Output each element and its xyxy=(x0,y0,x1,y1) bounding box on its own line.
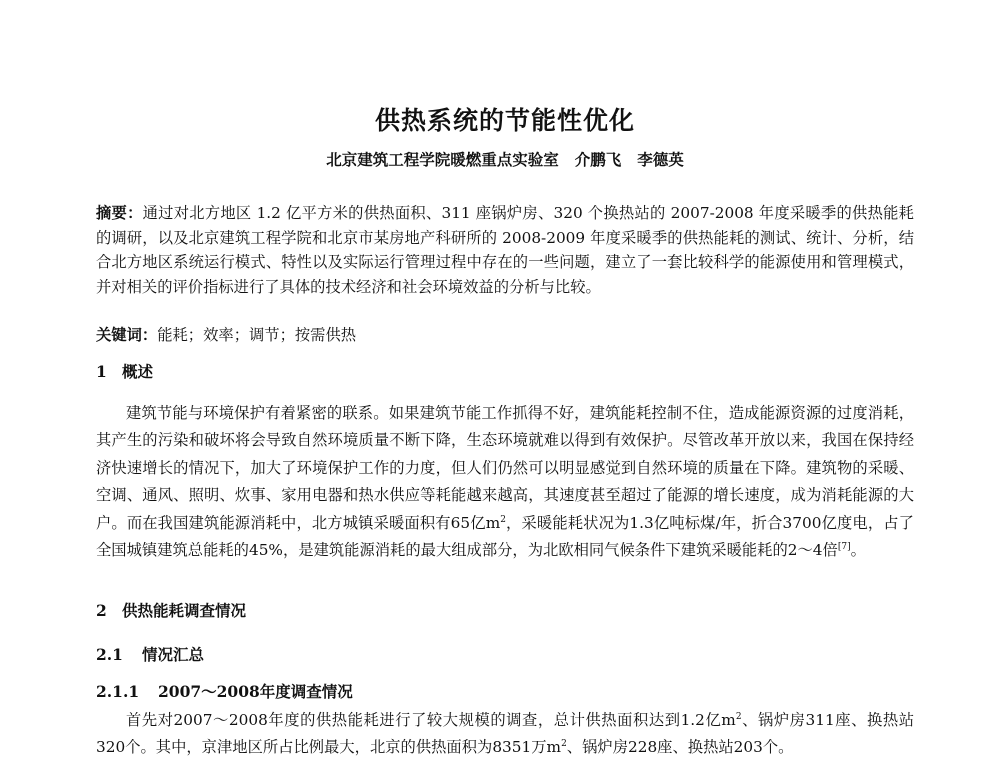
keywords xyxy=(96,323,914,347)
affiliation: 北京建筑工程学院暖燃重点实验室 xyxy=(326,150,559,169)
citation-ref: [7] xyxy=(837,542,851,553)
superscript: 2 xyxy=(561,739,567,749)
author-line xyxy=(0,149,1000,171)
author-name: 李德英 xyxy=(637,150,684,169)
paragraph-text: 首先对2007～2008年度的供热能耗进行了较大规模的调查，总计供热面积达到1.2亿m xyxy=(126,711,736,729)
subsubsection-heading xyxy=(96,680,353,704)
section-title: 供热能耗调查情况 xyxy=(122,601,247,620)
section-heading xyxy=(96,360,153,384)
abstract-text: 通过对北方地区 1.2 亿平方米的供热面积、311 座锅炉房、320 个换热站的 2007-2008 年度采暖季的供热能耗的调研，以及北京建筑工程学院和北京市某房地产科研所的 2008-2009 年度采暖季的供热能耗的测试、统计、分析，结合北方地区系统运行模式、特性以及实际运行管理过程中存在的一些问题，建立了一套比较科学的能源使用和管理模式，并对相关的评价指标进行了具体的技术经济和社会环境效益的分析与比较。 xyxy=(96,204,914,296)
superscript: 2 xyxy=(500,514,506,525)
paragraph-text: 建筑节能与环境保护有着紧密的联系。如果建筑节能工作抓得不好，建筑能耗控制不住，造成能源资源的过度消耗，其产生的污染和破坏将会导致自然环境质量不断下降，生态环境就难以得到有效保护。尽管改革开放以来，我国在保持经济快速增长的情况下，加大了环境保护工作的力度，但人们仍然可以明显感觉到自然环境的质量在下降。建筑物的采暖、空调、通风、照明、炊事、家用电器和热水供应等耗能越来越高，其速度甚至超过了能源的增长速度，成为消耗能源的大户。而在我国建筑能源消耗中，北方城镇采暖面积有65亿m xyxy=(96,404,914,532)
paragraph-text: 、锅炉房311座、换热站320个。其中，京津地区所占比例最大，北京的供热面积为8351万m xyxy=(96,711,914,756)
section-heading xyxy=(96,599,246,623)
paragraph-text: 、锅炉房228座、换热站203个。 xyxy=(566,738,794,756)
keywords-text: 能耗；效率；调节；按需供热 xyxy=(157,326,357,344)
section-paragraph xyxy=(96,707,914,761)
section-number: 2.1.1 xyxy=(96,682,140,701)
abstract xyxy=(96,201,914,299)
section-number: 2.1 xyxy=(96,645,123,664)
superscript: 2 xyxy=(735,712,742,722)
subsection-heading xyxy=(96,643,204,667)
section-title: 2007～2008年度调查情况 xyxy=(158,682,353,701)
keywords-label: 关键词： xyxy=(96,326,158,344)
abstract-label: 摘要： xyxy=(96,204,143,222)
paragraph-text: ，采暖能耗状况为1.3亿吨标煤/年，折合3700亿度电，占了全国城镇建筑总能耗的45%，是建筑能源消耗的最大组成部分，为北欧相同气候条件下建筑采暖能耗的2～4倍 xyxy=(96,513,914,560)
section-number: 2 xyxy=(96,601,107,620)
author-name: 介鹏飞 xyxy=(574,150,622,169)
paper-title: 供热系统的节能性优化 xyxy=(374,106,635,135)
section-title: 情况汇总 xyxy=(142,645,205,664)
section-number: 1 xyxy=(96,362,107,381)
paragraph-text: 。 xyxy=(850,541,866,560)
section-paragraph xyxy=(96,400,914,564)
section-title: 概述 xyxy=(122,362,154,381)
